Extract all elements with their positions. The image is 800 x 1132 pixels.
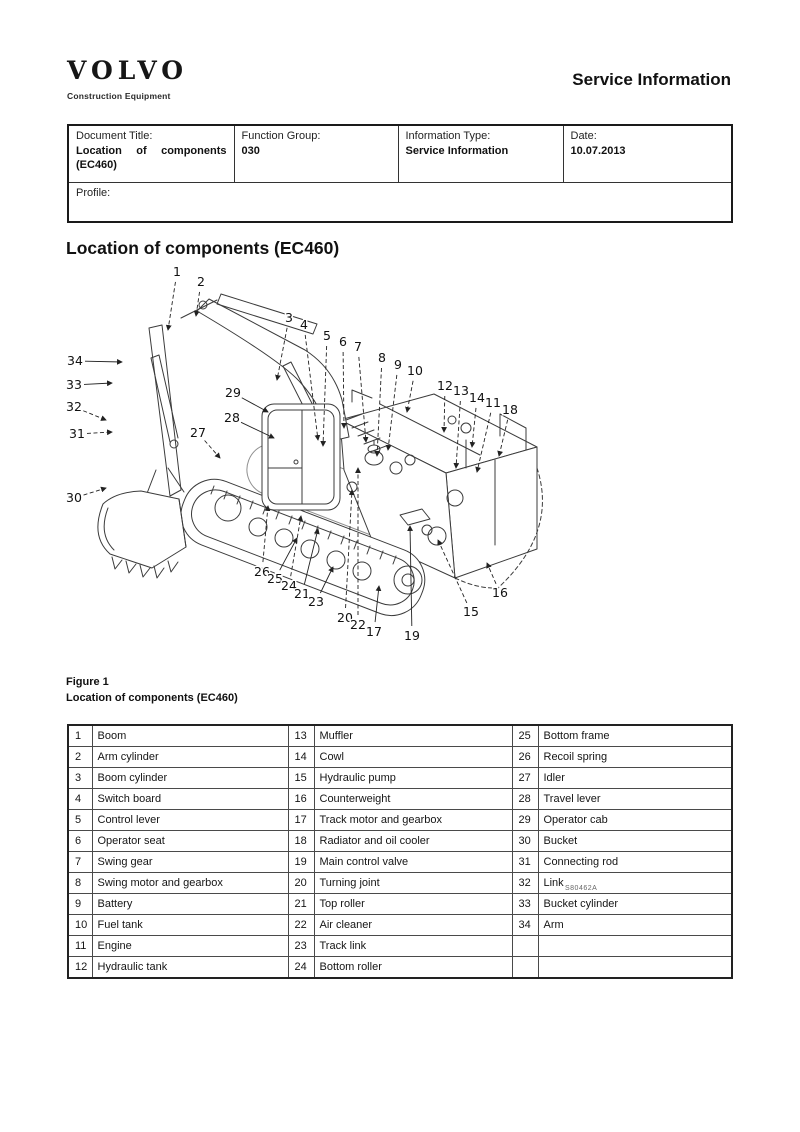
callout-number-33: 33	[66, 377, 82, 392]
part-name-cell: Battery	[92, 894, 288, 915]
part-number-cell: 24	[288, 957, 314, 979]
volvo-logo	[67, 58, 188, 101]
callout-number-22: 22	[350, 617, 366, 632]
callout-number-16: 16	[492, 585, 508, 600]
callout-number-23: 23	[308, 594, 324, 609]
volvo-division-label: Construction Equipment	[67, 91, 171, 101]
part-number-cell: 3	[68, 768, 92, 789]
part-name-cell: Track link	[314, 936, 512, 957]
table-row	[68, 894, 732, 915]
callout-number-17: 17	[366, 624, 382, 639]
part-number-cell: 29	[512, 810, 538, 831]
part-name-cell: Bucket cylinder	[538, 894, 732, 915]
part-name-cell: Engine	[92, 936, 288, 957]
part-number-cell: 16	[288, 789, 314, 810]
part-number-cell: 13	[288, 725, 314, 747]
leader-line-30	[84, 488, 106, 495]
table-row	[68, 957, 732, 979]
part-number-cell: 26	[512, 747, 538, 768]
part-number-cell: 15	[288, 768, 314, 789]
leader-line-33	[84, 383, 112, 384]
callout-number-12: 12	[437, 378, 453, 393]
table-row	[68, 789, 732, 810]
part-name-cell: Bottom roller	[314, 957, 512, 979]
part-number-cell: 2	[68, 747, 92, 768]
figure-caption	[66, 674, 238, 706]
part-number-cell: 1	[68, 725, 92, 747]
parts-table	[67, 724, 733, 979]
function-group-cell	[234, 125, 398, 183]
table-row	[68, 725, 732, 747]
part-number-cell: 7	[68, 852, 92, 873]
leader-line-31	[87, 432, 112, 433]
part-number-cell: 17	[288, 810, 314, 831]
part-name-cell: Bucket	[538, 831, 732, 852]
callout-number-10: 10	[407, 363, 423, 378]
part-name-cell: Swing motor and gearbox	[92, 873, 288, 894]
callout-number-14: 14	[469, 390, 485, 405]
part-name-cell: Link	[538, 873, 732, 894]
document-title-value: Location of components (EC460)	[76, 145, 227, 171]
document-title-cell	[68, 125, 234, 183]
excavator-line-art	[98, 294, 543, 625]
part-number-cell: 14	[288, 747, 314, 768]
part-number-cell: 23	[288, 936, 314, 957]
callout-number-32: 32	[66, 399, 82, 414]
callout-number-2: 2	[197, 274, 205, 289]
part-name-cell: Hydraulic tank	[92, 957, 288, 979]
part-name-cell	[538, 957, 732, 979]
part-number-cell: 4	[68, 789, 92, 810]
part-number-cell: 18	[288, 831, 314, 852]
callout-number-18: 18	[502, 402, 518, 417]
callout-number-8: 8	[378, 350, 386, 365]
date-value: 10.07.2013	[570, 145, 626, 157]
part-name-cell: Fuel tank	[92, 915, 288, 936]
part-name-cell: Main control valve	[314, 852, 512, 873]
function-group-label: Function Group:	[241, 130, 321, 142]
part-name-cell: Operator cab	[538, 810, 732, 831]
figure-caption-line2: Location of components (EC460)	[66, 692, 238, 704]
document-info-table	[67, 124, 733, 223]
profile-cell	[68, 183, 732, 223]
callout-number-25: 25	[267, 571, 283, 586]
callout-number-24: 24	[281, 578, 297, 593]
leader-line-34	[85, 361, 122, 362]
callout-number-11: 11	[485, 395, 501, 410]
profile-row	[68, 183, 732, 223]
callout-number-7: 7	[354, 339, 362, 354]
table-row	[68, 768, 732, 789]
callout-number-29: 29	[225, 385, 241, 400]
info-row	[68, 125, 732, 183]
callout-number-13: 13	[453, 383, 469, 398]
part-name-cell: Top roller	[314, 894, 512, 915]
function-group-value: 030	[241, 145, 260, 157]
table-row	[68, 915, 732, 936]
part-number-cell: 20	[288, 873, 314, 894]
part-name-cell: Operator seat	[92, 831, 288, 852]
part-number-cell: 19	[288, 852, 314, 873]
part-number-cell: 32	[512, 873, 538, 894]
callout-number-3: 3	[285, 310, 293, 325]
part-name-cell: Radiator and oil cooler	[314, 831, 512, 852]
part-name-cell: Turning joint	[314, 873, 512, 894]
table-row	[68, 873, 732, 894]
information-type-value: Service Information	[405, 145, 509, 157]
callout-number-31: 31	[69, 426, 85, 441]
part-name-cell: Cowl	[314, 747, 512, 768]
volvo-wordmark: VOLVO	[67, 56, 189, 85]
part-name-cell: Recoil spring	[538, 747, 732, 768]
part-name-cell: Connecting rod	[538, 852, 732, 873]
page-title: Location of components (EC460)	[66, 238, 340, 258]
table-row	[68, 810, 732, 831]
part-number-cell: 21	[288, 894, 314, 915]
part-number-cell: 11	[68, 936, 92, 957]
document-type-heading: Service Information	[572, 70, 731, 89]
drawing-code: S80462A	[565, 885, 598, 892]
part-name-cell: Idler	[538, 768, 732, 789]
part-number-cell: 28	[512, 789, 538, 810]
part-number-cell: 6	[68, 831, 92, 852]
date-label: Date:	[570, 130, 597, 142]
part-name-cell: Control lever	[92, 810, 288, 831]
table-row	[68, 936, 732, 957]
table-row	[68, 852, 732, 873]
callout-number-26: 26	[254, 564, 270, 579]
part-number-cell: 27	[512, 768, 538, 789]
excavator-diagram	[60, 258, 545, 653]
table-row	[68, 747, 732, 768]
callout-number-30: 30	[66, 490, 82, 505]
callout-number-28: 28	[224, 410, 240, 425]
part-name-cell: Air cleaner	[314, 915, 512, 936]
profile-label: Profile:	[76, 187, 111, 199]
figure-caption-line1: Figure 1	[66, 676, 109, 688]
part-name-cell: Arm	[538, 915, 732, 936]
part-name-cell: Hydraulic pump	[314, 768, 512, 789]
part-name-cell: Boom cylinder	[92, 768, 288, 789]
parts-table-body	[68, 725, 732, 978]
callout-number-21: 21	[294, 586, 310, 601]
part-name-cell: Counterweight	[314, 789, 512, 810]
part-number-cell: 12	[68, 957, 92, 979]
part-number-cell: 30	[512, 831, 538, 852]
part-name-cell: Travel lever	[538, 789, 732, 810]
part-number-cell: 22	[288, 915, 314, 936]
part-name-cell: Arm cylinder	[92, 747, 288, 768]
callout-number-9: 9	[394, 357, 402, 372]
part-number-cell: 9	[68, 894, 92, 915]
callout-number-4: 4	[300, 317, 308, 332]
part-name-cell: Switch board	[92, 789, 288, 810]
part-number-cell: 8	[68, 873, 92, 894]
callout-number-27: 27	[190, 425, 206, 440]
date-cell	[563, 125, 732, 183]
part-number-cell	[512, 936, 538, 957]
part-number-cell: 5	[68, 810, 92, 831]
part-name-cell	[538, 936, 732, 957]
part-number-cell: 10	[68, 915, 92, 936]
callout-number-5: 5	[323, 328, 331, 343]
leader-line-29	[242, 398, 268, 412]
part-name-cell: Track motor and gearbox	[314, 810, 512, 831]
part-number-cell: 33	[512, 894, 538, 915]
part-number-cell	[512, 957, 538, 979]
part-number-cell: 25	[512, 725, 538, 747]
part-number-cell: 31	[512, 852, 538, 873]
information-type-label: Information Type:	[405, 130, 491, 142]
document-title-label: Document Title:	[76, 130, 153, 142]
leader-line-27	[205, 441, 220, 458]
part-number-cell: 34	[512, 915, 538, 936]
information-type-cell	[398, 125, 563, 183]
part-name-cell: Bottom frame	[538, 725, 732, 747]
callout-number-6: 6	[339, 334, 347, 349]
part-name-cell: Swing gear	[92, 852, 288, 873]
callout-number-1: 1	[173, 264, 181, 279]
callout-number-34: 34	[67, 353, 83, 368]
part-name-cell: Muffler	[314, 725, 512, 747]
leader-line-32	[83, 411, 106, 420]
leader-line-1	[168, 282, 175, 330]
callout-number-19: 19	[404, 628, 420, 643]
table-row	[68, 831, 732, 852]
callout-number-20: 20	[337, 610, 353, 625]
callout-number-15: 15	[463, 604, 479, 619]
part-name-cell: Boom	[92, 725, 288, 747]
